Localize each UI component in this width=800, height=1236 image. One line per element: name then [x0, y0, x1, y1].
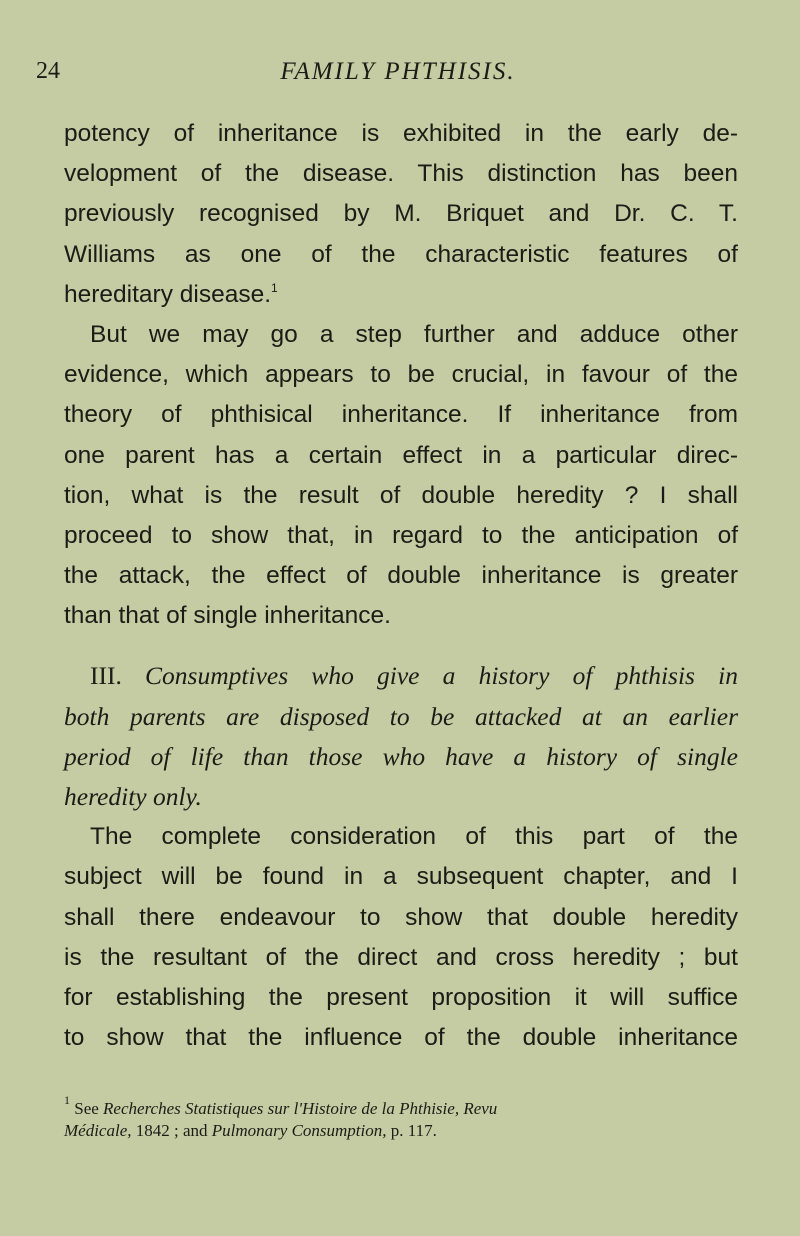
proposition-iii: [64, 656, 738, 817]
paragraph-gap: [64, 636, 738, 656]
text-line: to show that the influence of the double inheritance: [64, 1024, 738, 1052]
footnote-work-title: Recherches Statistiques sur l'Histoire de la Phthisie,: [103, 1099, 460, 1118]
text-line: the attack, the effect of double inheritance is greater: [64, 562, 738, 590]
paragraph-3: [64, 817, 738, 1058]
footnote-page-ref: p. 117.: [390, 1121, 437, 1140]
text-line: proceed to show that, in regard to the anticipation of: [64, 521, 738, 549]
footnote: [64, 1093, 738, 1142]
proposition-numeral: III.: [90, 661, 122, 691]
text-line: evidence, which appears to be crucial, in favour of the: [64, 361, 738, 389]
text-line: previously recognised by M. Briquet and Dr. C. T.: [64, 200, 738, 228]
text-line: both parents are disposed to be attacked at an earlier: [64, 701, 738, 731]
text-line: [64, 275, 738, 315]
paragraph-2: [64, 315, 738, 637]
text-line: Williams as one of the characteristic features of: [64, 240, 738, 268]
text-line: potency of inheritance is exhibited in the early de-: [64, 120, 738, 147]
footnote-see: See: [74, 1099, 99, 1118]
text-line: subject will be found in a subsequent chapter, and I: [64, 863, 738, 891]
text-line: velopment of the disease. This distinction has been: [64, 160, 738, 188]
text-line: tion, what is the result of double heredity ? I shall: [64, 481, 738, 509]
text-line: than that of single inheritance.: [64, 602, 391, 630]
page-number: 24: [36, 58, 60, 84]
text-line-content: hereditary disease.: [64, 280, 272, 308]
footnote-line: [64, 1093, 738, 1120]
text-line: for establishing the present proposition it will suffice: [64, 983, 738, 1011]
text-line: one parent has a certain effect in a particular direc-: [64, 441, 738, 469]
footnote-journal-cont: Médicale,: [64, 1121, 132, 1140]
running-head: [36, 58, 740, 94]
footnote-marker: 1: [64, 1093, 70, 1107]
footnote-reference: 1: [271, 280, 278, 295]
text-line: shall there endeavour to show that double heredity: [64, 903, 738, 931]
text-line: period of life than those who have a history of single: [64, 741, 738, 771]
footnote-year: 1842 ; and: [135, 1121, 208, 1140]
text-line: The complete consideration of this part of the: [90, 823, 738, 851]
paragraph-1: [64, 114, 738, 315]
text-line: heredity only.: [64, 782, 202, 811]
body-text: [64, 114, 738, 1058]
running-title: FAMILY PHTHISIS.: [280, 58, 516, 85]
footnote-line: [64, 1120, 738, 1142]
footnote-work-title-2: Pulmonary Consumption,: [211, 1121, 387, 1140]
footnote-journal: Revu: [463, 1099, 498, 1118]
proposition-text: Consumptives who give a history of phthisis in: [145, 661, 738, 691]
text-line: is the resultant of the direct and cross heredity ; but: [64, 943, 738, 971]
text-line: theory of phthisical inheritance. If inheritance from: [64, 401, 738, 429]
text-line: [64, 656, 738, 696]
text-line: But we may go a step further and adduce other: [90, 320, 738, 348]
